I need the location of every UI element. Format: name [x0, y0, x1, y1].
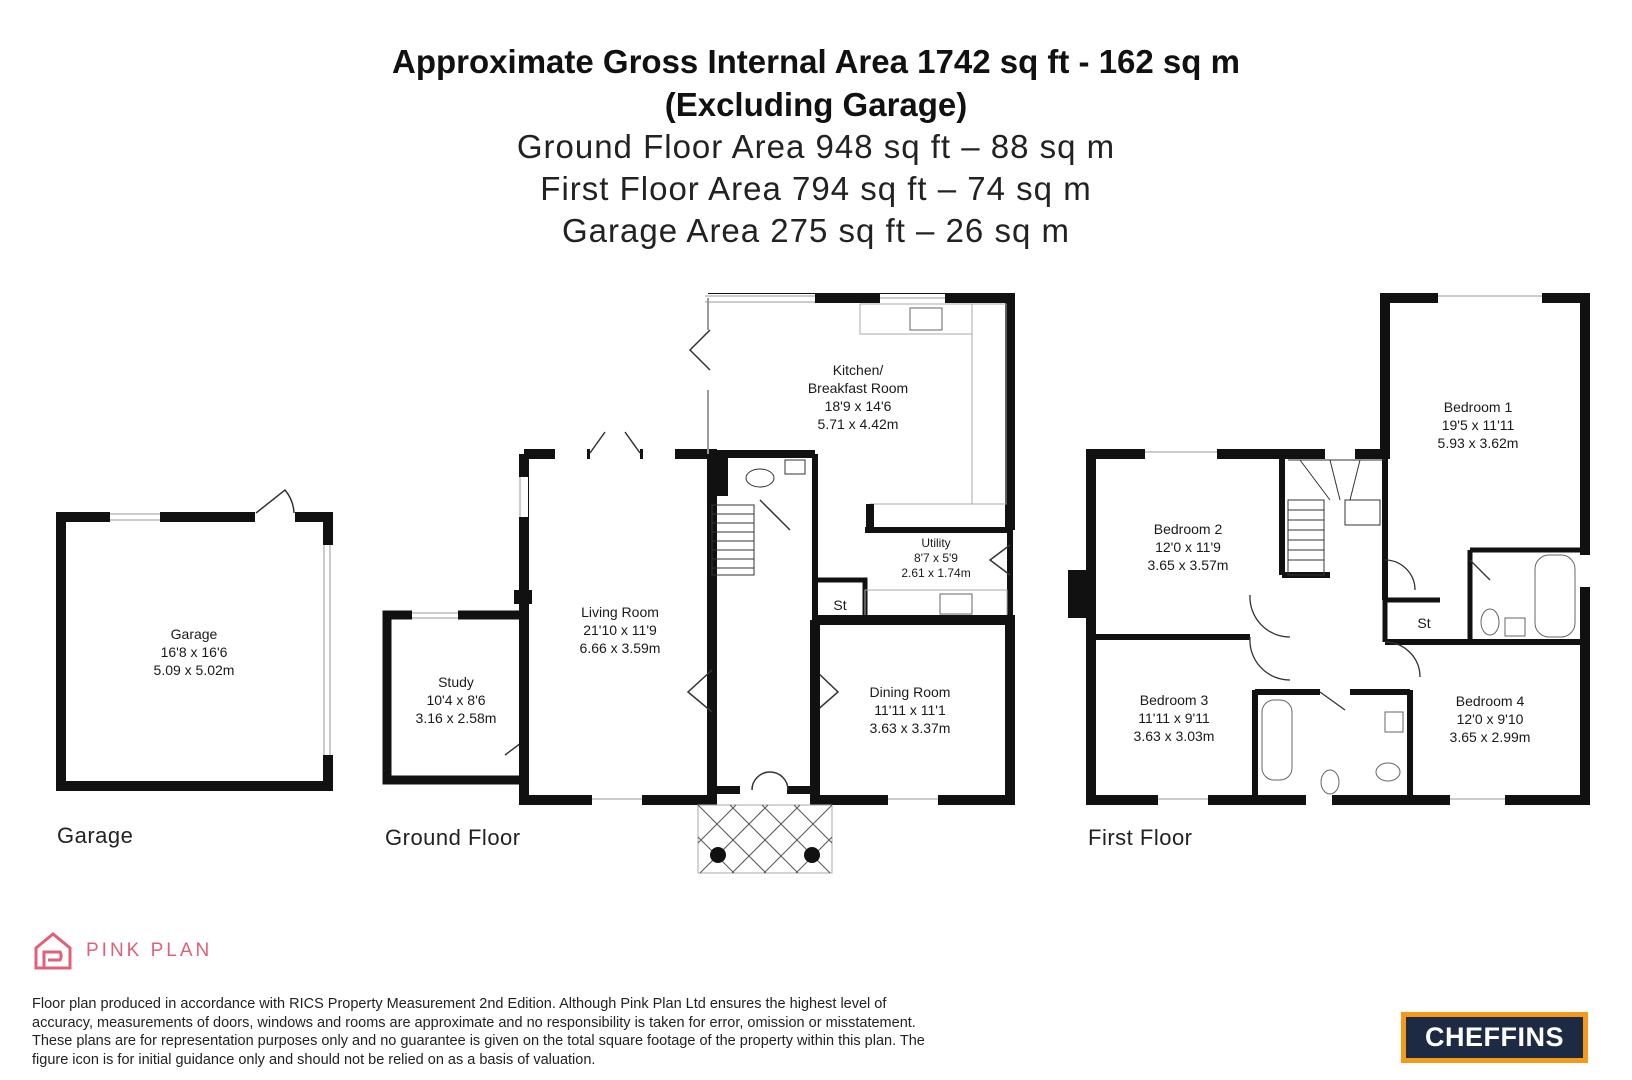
first-store-name: St [1417, 615, 1431, 631]
kitchen-room-metric: 5.71 x 4.42m [817, 416, 899, 432]
bedroom1-metric: 5.93 x 3.62m [1437, 435, 1519, 451]
ground-stairs [712, 505, 754, 575]
kitchen-room-imperial: 18'9 x 14'6 [824, 398, 892, 414]
garage-room-imperial: 16'8 x 16'6 [160, 644, 228, 660]
dining-room-metric: 3.63 x 3.37m [869, 720, 951, 736]
kitchen-walls [708, 298, 1010, 530]
bedroom1-name: Bedroom 1 [1443, 399, 1513, 415]
bedroom1-imperial: 19'5 x 11'11 [1441, 417, 1515, 433]
garage-side-door [255, 510, 295, 524]
total-area-title: Approximate Gross Internal Area 1742 sq ft - 162 sq m [392, 43, 1240, 80]
first-floor-caption: First Floor [1088, 825, 1193, 850]
living-room-metric: 6.66 x 3.59m [579, 640, 661, 656]
dining-room-name: Dining Room [869, 684, 951, 700]
garage-area: Garage Area 275 sq ft – 26 sq m [562, 212, 1070, 249]
pink-plan-wordmark: PINK PLAN [86, 940, 213, 961]
utility-room-name: Utility [921, 536, 951, 550]
bedroom2-metric: 3.65 x 3.57m [1147, 557, 1229, 573]
bedroom2-imperial: 12'0 x 11'9 [1155, 539, 1221, 555]
ground-floor-caption: Ground Floor [385, 825, 521, 850]
cheffins-wordmark: CHEFFINS [1406, 1017, 1583, 1058]
utility-room-metric: 2.61 x 1.74m [901, 566, 971, 580]
bedroom3-metric: 3.63 x 3.03m [1133, 728, 1215, 744]
house-logo-icon [32, 930, 74, 972]
cheffins-brand-logo [1401, 1012, 1588, 1063]
study-room-name: Study [438, 674, 474, 690]
porch [698, 805, 832, 873]
garage-room-name: Garage [170, 626, 218, 642]
utility-room-imperial: 8'7 x 5'9 [914, 551, 958, 565]
ground-floor-area: Ground Floor Area 948 sq ft – 88 sq m [516, 128, 1116, 165]
ground-store-name: St [833, 597, 847, 613]
bedroom4-imperial: 12'0 x 9'10 [1456, 711, 1524, 727]
study-room-imperial: 10'4 x 8'6 [426, 692, 486, 708]
first-floor-plan [1068, 292, 1590, 850]
excluding-garage-note: (Excluding Garage) [664, 86, 968, 123]
kitchen-room-name-line1: Kitchen/ [832, 362, 884, 378]
garage-plan [57, 490, 334, 848]
bedroom4-name: Bedroom 4 [1455, 693, 1525, 709]
bedroom2-name: Bedroom 2 [1153, 521, 1223, 537]
study-room-metric: 3.16 x 2.58m [415, 710, 497, 726]
first-floor-area: First Floor Area 794 sq ft – 74 sq m [540, 170, 1092, 207]
dining-room-imperial: 11'11 x 11'1 [874, 702, 946, 718]
garage-caption: Garage [57, 823, 134, 848]
first-floor-stairs [1288, 460, 1385, 575]
kitchen-room-name-line2: Breakfast Room [807, 380, 909, 396]
bedroom4-metric: 3.65 x 2.99m [1449, 729, 1531, 745]
disclaimer-text: Floor plan produced in accordance with RICS Property Measurement 2nd Edition. Although Pink Plan Ltd ensures the highest level of accuracy, measurements of doors, windows and rooms are approximate and no responsibility is taken for error, omission or misstatement. These plans are for representation purposes only and no guarantee is given on the total square footage of the property within this plan. The figure icon is for initial guidance only and should not be relied on as a basis of valuation. [32, 996, 925, 1068]
garage-window [110, 510, 160, 524]
garage-room-metric: 5.09 x 5.02m [153, 662, 235, 678]
bedroom3-name: Bedroom 3 [1139, 692, 1209, 708]
pink-plan-logo [32, 930, 212, 972]
bedroom3-imperial: 11'11 x 9'11 [1138, 710, 1210, 726]
ground-floor-plan [385, 294, 1010, 873]
living-room-imperial: 21'10 x 11'9 [583, 622, 657, 638]
garage-door-opening [320, 545, 334, 755]
living-room-name: Living Room [581, 604, 659, 620]
